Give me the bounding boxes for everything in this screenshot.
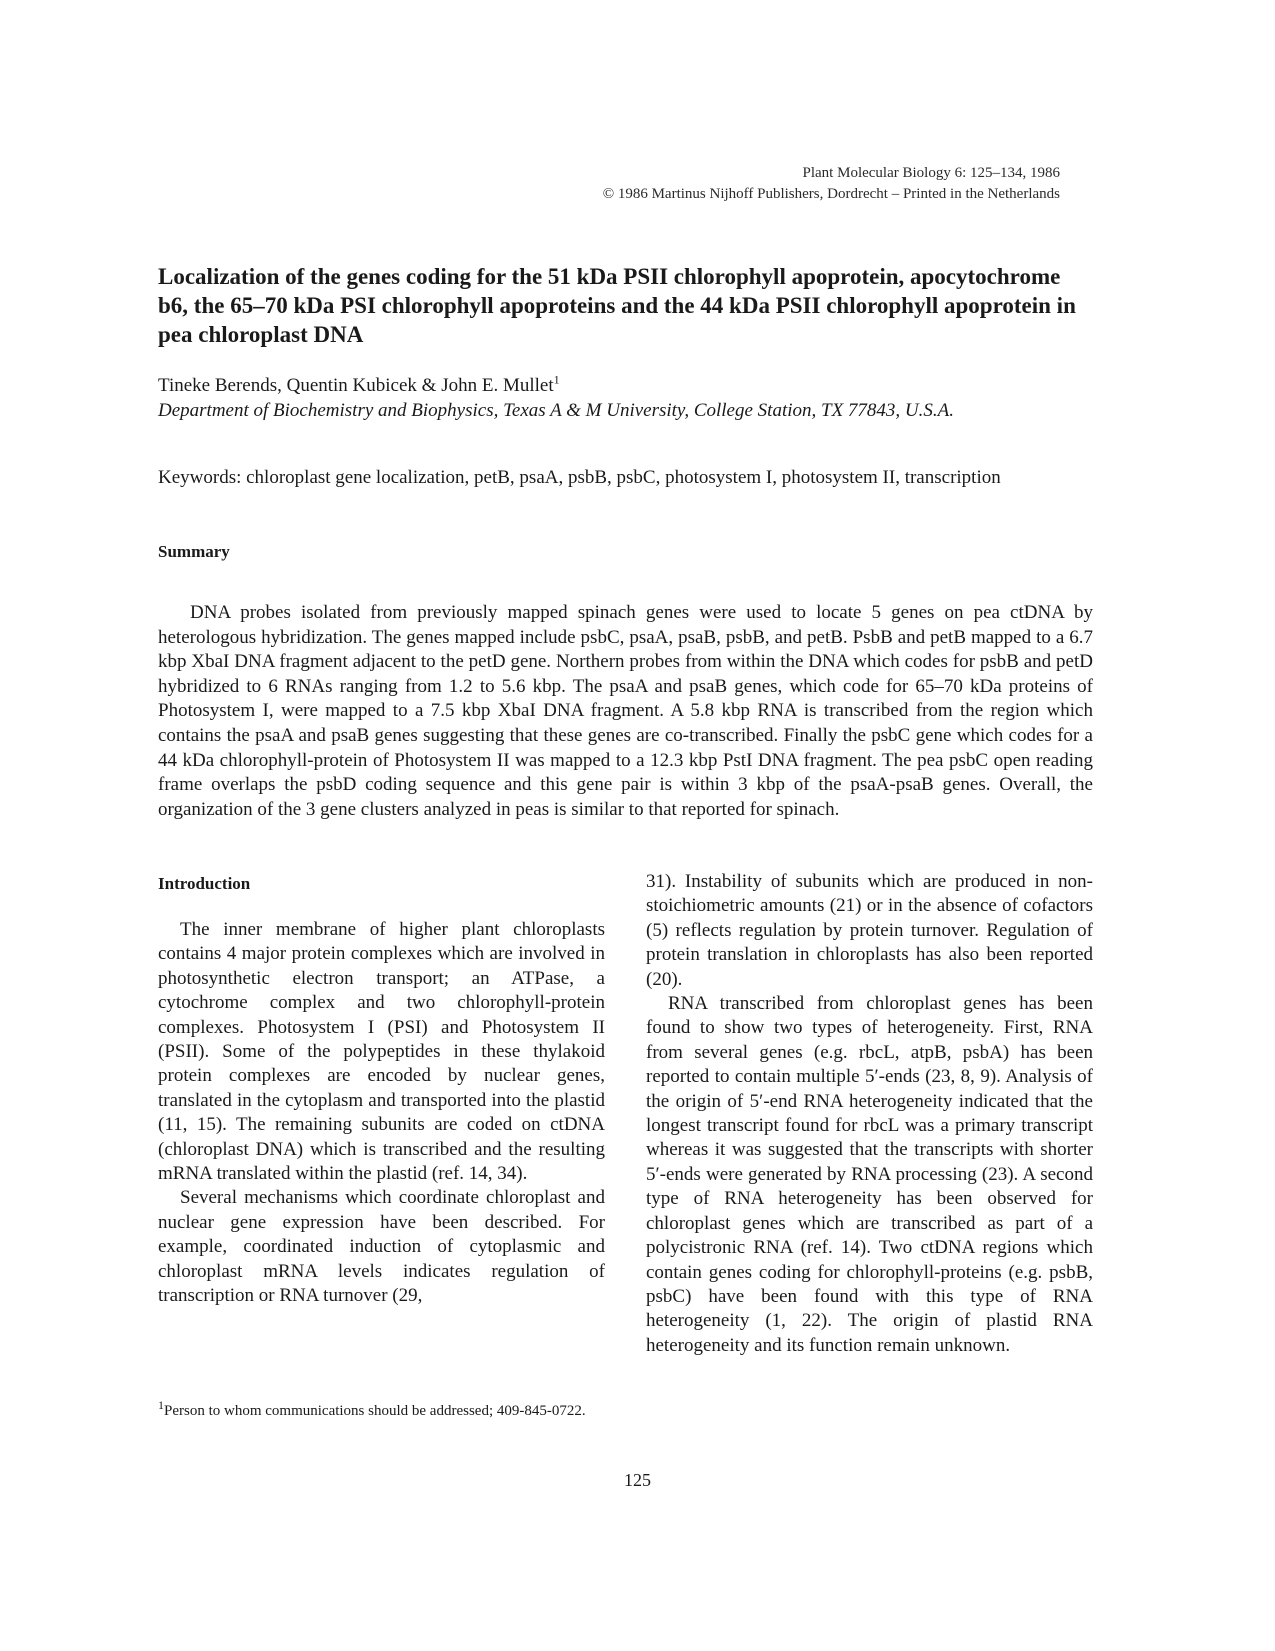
intro-paragraph: RNA transcribed from chloroplast genes has been found to show two types of heterogeneity. First, RNA from several genes (e.g. rbcL, atpB, psbA) has been reported to contain multiple 5′-ends (23, 8, 9). Analysis of the origin of 5′-end RNA heterogeneity indicated that the longest transcript found for rbcL was a primary transcript whereas it was suggested that the transcripts with shorter 5′-ends were generated by RNA processing (23). A second type of RNA heterogeneity has been observed for chloroplast genes which are transcribed as part of a polycistronic RNA (ref. 14). Two ctDNA regions which contain genes coding for chlorophyll-proteins (e.g. psbB, psbC) have been found with this type of RNA heterogeneity (1, 22). The origin of plastid RNA heterogeneity and its function remain unknown. — [646, 993, 1093, 1356]
footnote-mark: 1 — [158, 1398, 164, 1412]
intro-paragraph: 31). Instability of subunits which are produced in non-stoichiometric amounts (21) or in the absence of cofactors (5) reflects regulation by protein turnover. Regulation of protein translation in chloroplasts has also been reported (20). — [646, 871, 1093, 990]
author-footnote-mark: 1 — [553, 372, 560, 387]
summary-heading: Summary — [158, 542, 230, 561]
summary-text: DNA probes isolated from previously mapped spinach genes were used to locate 5 genes on pea ctDNA by heterologous hybridization. The genes mapped include psbC, psaA, psaB, psbB, and petB. PsbB and petB mapped to a 6.7 kbp XbaI DNA fragment adjacent to the petD gene. Northern probes from within the DNA which codes for psbB and petD hybridized to 6 RNAs ranging from 1.2 to 5.6 kbp. The psaA and psaB genes, which code for 65–70 kDa proteins of Photosystem I, were mapped to a 7.5 kbp XbaI DNA fragment. A 5.8 kbp RNA is transcribed from the region which contains the psaA and psaB genes suggesting that these genes are co-transcribed. Finally the psbC gene which codes for a 44 kDa chlorophyll-protein of Photosystem II was mapped to a 12.3 kbp PstI DNA fragment. The pea psbC open reading frame overlaps the psbD coding sequence and this gene pair is within 3 kbp of the psaA-psaB genes. Overall, the organization of the 3 gene clusters analyzed in peas is similar to that reported for spinach. — [158, 602, 1093, 820]
left-column — [158, 918, 605, 1309]
affiliation: Department of Biochemistry and Biophysics, Texas A & M University, College Station, TX 77843, U.S.A. — [158, 400, 954, 421]
introduction-heading: Introduction — [158, 874, 251, 893]
intro-paragraph: The inner membrane of higher plant chloroplasts contains 4 major protein complexes which are involved in photosynthetic electron transport; an ATPase, a cytochrome complex and two chlorophyll-protein complexes. Photosystem I (PSI) and Photosystem II (PSII). Some of the polypeptides in these thylakoid protein complexes are encoded by nuclear genes, translated in the cytoplasm and transported into the plastid (11, 15). The remaining subunits are coded on ctDNA (chloroplast DNA) which is transcribed and the resulting mRNA translated within the plastid (ref. 14, 34). — [158, 919, 605, 1185]
publisher-line: © 1986 Martinus Nijhoff Publishers, Dordrecht – Printed in the Netherlands — [602, 186, 1060, 202]
footnote-text: Person to whom communications should be addressed; 409-845-0722. — [164, 1403, 586, 1419]
article-title: Localization of the genes coding for the 51 kDa PSII chlorophyll apoprotein, apocytochrome b6, the 65–70 kDa PSI chlorophyll apoproteins and the 44 kDa PSII chlorophyll apoprotein in pea chloroplast DNA — [158, 264, 1076, 347]
intro-paragraph: Several mechanisms which coordinate chloroplast and nuclear gene expression have been described. For example, coordinated induction of cytoplasmic and chloroplast mRNA levels indicates regulation of transcription or RNA turnover (29, — [158, 1187, 605, 1307]
author-names: Tineke Berends, Quentin Kubicek & John E. Mullet — [158, 375, 554, 396]
journal-header — [603, 163, 1060, 205]
footnote — [158, 1398, 605, 1421]
author-list — [158, 374, 560, 398]
journal-citation: Plant Molecular Biology 6: 125–134, 1986 — [802, 165, 1060, 181]
page-number: 125 — [624, 1470, 651, 1490]
keywords: Keywords: chloroplast gene localization, petB, psaA, psbB, psbC, photosystem I, photosystem II, transcription — [158, 467, 1001, 488]
right-column — [646, 870, 1093, 1358]
